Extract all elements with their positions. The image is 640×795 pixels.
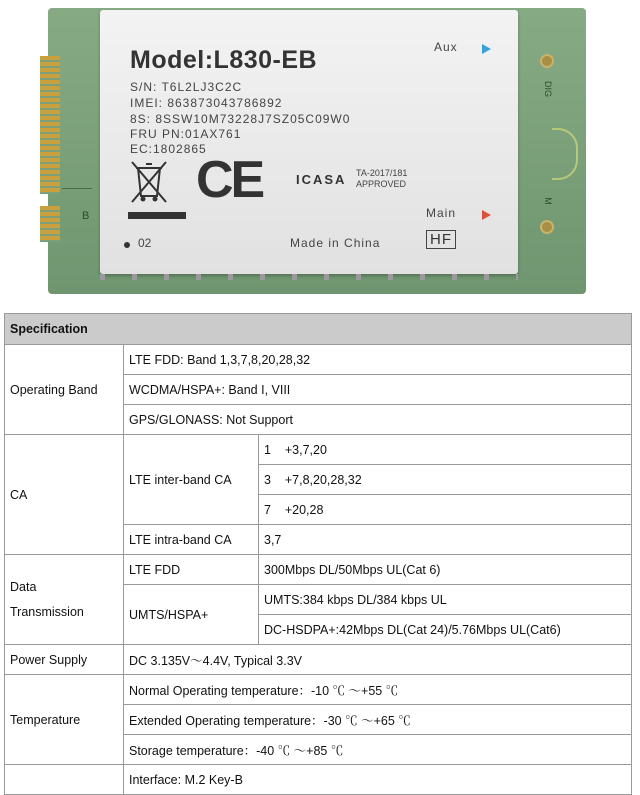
shield-teeth — [100, 274, 518, 280]
connector-label-dig: DIG — [543, 80, 554, 98]
main-arrow-icon — [482, 210, 491, 220]
aux-label: Aux — [434, 40, 458, 54]
table-row — [5, 765, 632, 795]
label-number: 02 — [138, 236, 152, 250]
inter-band-value: 3 +7,8,20,28,32 — [259, 465, 632, 495]
finger-label: B — [82, 210, 90, 222]
icasa-logo: ICASA — [296, 172, 347, 187]
table-row — [5, 555, 632, 585]
intra-band-label: LTE intra-band CA — [124, 525, 259, 555]
ec-code: EC:1802865 — [130, 142, 207, 156]
ce-mark-icon: CE — [196, 151, 263, 209]
ta-approved: APPROVED — [356, 179, 407, 189]
spec-header-row — [5, 314, 632, 345]
inter-band-value: 1 +3,7,20 — [259, 435, 632, 465]
umts-value: UMTS:384 kbps DL/384 kbps UL — [259, 585, 632, 615]
table-row — [5, 345, 632, 375]
spec-table — [4, 313, 632, 795]
main-label: Main — [426, 206, 457, 220]
operating-band-value: LTE FDD: Band 1,3,7,8,20,28,32 — [124, 345, 632, 375]
es-code: 8S: 8SSW10M73228J7SZ05C09W0 — [130, 112, 351, 126]
umts-value: DC-HSDPA+:42Mbps DL(Cat 24)/5.76Mbps UL(Cat6) — [259, 615, 632, 645]
product-photo — [0, 0, 640, 305]
ca-label: CA — [5, 435, 124, 555]
imei-number: IMEI: 863873043786892 — [130, 96, 283, 110]
serial-number: S/N: T6L2LJ3C2C — [130, 80, 243, 94]
table-row — [5, 645, 632, 675]
inter-band-label: LTE inter-band CA — [124, 435, 259, 525]
operating-band-value: GPS/GLONASS: Not Support — [124, 405, 632, 435]
model-name: Model:L830-EB — [130, 46, 318, 74]
notch-marker — [62, 188, 92, 189]
weee-bar — [128, 212, 186, 219]
spec-header: Specification — [5, 314, 632, 345]
ta-number: TA-2017/181 — [356, 168, 408, 178]
power-supply-label: Power Supply — [5, 645, 124, 675]
intra-band-value: 3,7 — [259, 525, 632, 555]
made-in: Made in China — [290, 236, 381, 250]
data-transmission-label — [5, 555, 124, 645]
interface-label — [5, 765, 124, 795]
temperature-value: Extended Operating temperature：-30 ℃ ～+65 ℃ — [124, 705, 632, 735]
data-label-line2: Transmission — [10, 604, 84, 619]
data-label-line1: Data — [10, 579, 37, 594]
temperature-value: Normal Operating temperature：-10 ℃ ～+55 ℃ — [124, 675, 632, 705]
hf-mark: HF — [426, 230, 456, 249]
interface-value: Interface: M.2 Key-B — [124, 765, 632, 795]
edge-connector — [40, 56, 60, 242]
connector-label-m: M — [542, 197, 553, 205]
weee-bin-icon — [128, 158, 170, 204]
inter-band-value: 7 +20,28 — [259, 495, 632, 525]
pin1-dot — [124, 242, 130, 248]
lte-fdd-label: LTE FDD — [124, 555, 259, 585]
table-row — [5, 675, 632, 705]
operating-band-label: Operating Band — [5, 345, 124, 435]
antenna-connector-top — [540, 54, 554, 68]
temperature-label: Temperature — [5, 675, 124, 765]
temperature-value: Storage temperature：-40 ℃ ～+85 ℃ — [124, 735, 632, 765]
lte-fdd-value: 300Mbps DL/50Mbps UL(Cat 6) — [259, 555, 632, 585]
antenna-connector-bottom — [540, 220, 554, 234]
ta-approval — [356, 168, 407, 190]
operating-band-value: WCDMA/HSPA+: Band I, VIII — [124, 375, 632, 405]
table-row — [5, 435, 632, 465]
aux-arrow-icon — [482, 44, 491, 54]
fru-code: FRU PN:01AX761 — [130, 127, 242, 141]
umts-label: UMTS/HSPA+ — [124, 585, 259, 645]
power-supply-value: DC 3.135V～4.4V, Typical 3.3V — [124, 645, 632, 675]
